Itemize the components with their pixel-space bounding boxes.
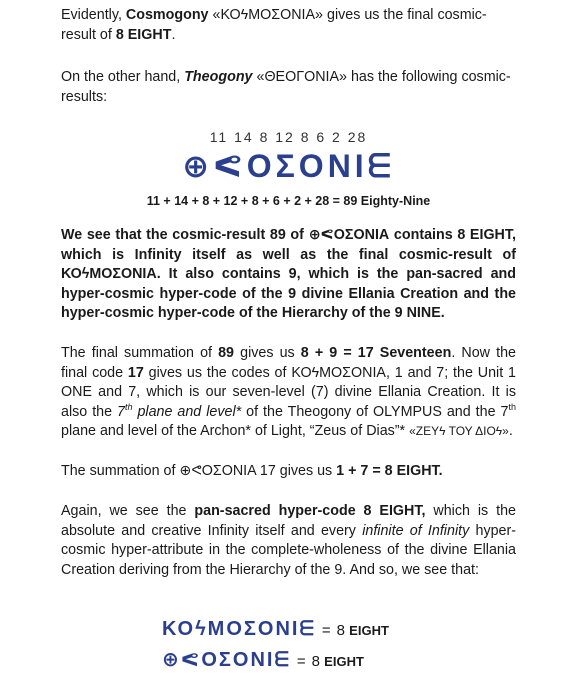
paragraph-theogony-intro [61,68,516,107]
text: has the following cosmic-results: [61,69,511,105]
term-infinite: infinite of Infinity [362,522,470,539]
text: gives us the codes of [143,364,292,381]
text: gives us the final cosmic-result of [61,7,487,43]
text: We see that the cosmic-result 89 of [61,227,309,243]
equation-17: 8 + 9 = 17 Seventeen [300,345,452,361]
result-word: EIGHT [324,654,364,669]
result-line-theogony [162,651,364,672]
paragraph-final-summation [61,344,516,442]
text: On the other hand, [61,69,185,85]
text: The final summation of [61,345,219,361]
text: 17 gives us [255,463,337,479]
result-word: EIGHT [349,623,389,638]
text: hyper-cosmic hyper-attribute in the complete-wholeness of the divine Ellania Creation deriving from the Hierarchy of the 9. And so, we see that: [61,522,517,578]
term-pan-sacred: pan-sacred hyper-code 8 EIGHT, [194,503,426,519]
term-theogony: Theogony [184,69,253,85]
text: Again, we see the [61,503,195,519]
value-17: 17 [127,364,144,381]
text: . Now the final code [61,345,516,381]
text: , 1 and 7; the Unit 1 ONE and 7, which is our seven-level (7) divine Ellania Creation. It is also the [61,364,516,420]
result-eight: 8 EIGHT [115,26,172,43]
paragraph-cosmic-result-89 [61,226,516,324]
text: . It also contains 9, which is the pan-sacred and hyper-cosmic hyper-code of the 9 divine Ellania Creation and the hyper-cosmic hyper-code of the Hierarchy of the 9 NINE. [61,266,516,322]
value-89: 89 [218,345,235,361]
glyph-word-theogony: ⊕ᕙΟΣΟΝΙΑ [308,227,390,243]
text: 7 [117,403,125,420]
text: gives us [234,345,301,361]
text: Evidently, [61,7,126,23]
text: . [508,423,513,440]
text: which is the absolute and creative Infinity itself and every [61,503,516,539]
text: contains 8 EIGHT, which is Infinity itself as well as the final cosmic-result of [61,227,517,263]
equals-sign: = [321,622,331,639]
glyph-word-cosmogony: ΚΟϟΜΟΣΟΝΙΑ [291,364,386,381]
figure-glyph-word-theogony: ⊕ᕙΟΣΟΝΙᗴ [182,148,395,184]
equals-sign: = [296,653,306,670]
paragraph-cosmogony-result [61,6,516,45]
text: . [171,26,176,43]
paragraph-summation-17 [61,462,516,482]
result-number: 8 [311,653,320,670]
glyph-word-theogony: ⊕ᕙΟΣΟΝΙΑ [179,463,256,479]
result-line-cosmogony [162,620,389,641]
superscript: th [124,402,133,413]
glyph-word-cosmogony: ΚΟϟΜΟΣΟΝΙᗴ [162,618,316,640]
result-number: 8 [336,622,345,639]
text: The summation of [61,463,180,479]
glyph-word-theogony: «ΘΕΟΓΟΝΙΑ» [252,69,347,85]
glyph-word-theogony: ⊕ᕙΟΣΟΝΙᗴ [162,649,291,671]
term-cosmogony: Cosmogony [125,7,209,23]
text: plane and level* [132,403,242,420]
glyph-word-cosmogony: ΚΟϟΜΟΣΟΝΙΑ [61,266,157,283]
equation-8: 1 + 7 = 8 EIGHT. [336,463,443,479]
glyph-word-zeus: «ΖΕΥϟ ΤΟΥ ΔΙΟϟ» [409,424,509,439]
superscript: th [508,402,516,413]
figure-summation: 11 + 14 + 8 + 12 + 8 + 6 + 2 + 28 = 89 Eighty-Nine [146,194,431,208]
paragraph-pan-sacred [61,502,516,580]
figure-letter-values: 11 14 8 12 8 6 2 28 [209,129,368,145]
text: of the Theogony of OLYMPUS and the 7 [241,403,509,420]
glyph-word-cosmogony: «ΚΟϟΜΟΣΟΝΙΑ» [212,7,324,23]
text: plane and level of the Archon* of Light, “Zeus of Dias”* [61,423,410,440]
